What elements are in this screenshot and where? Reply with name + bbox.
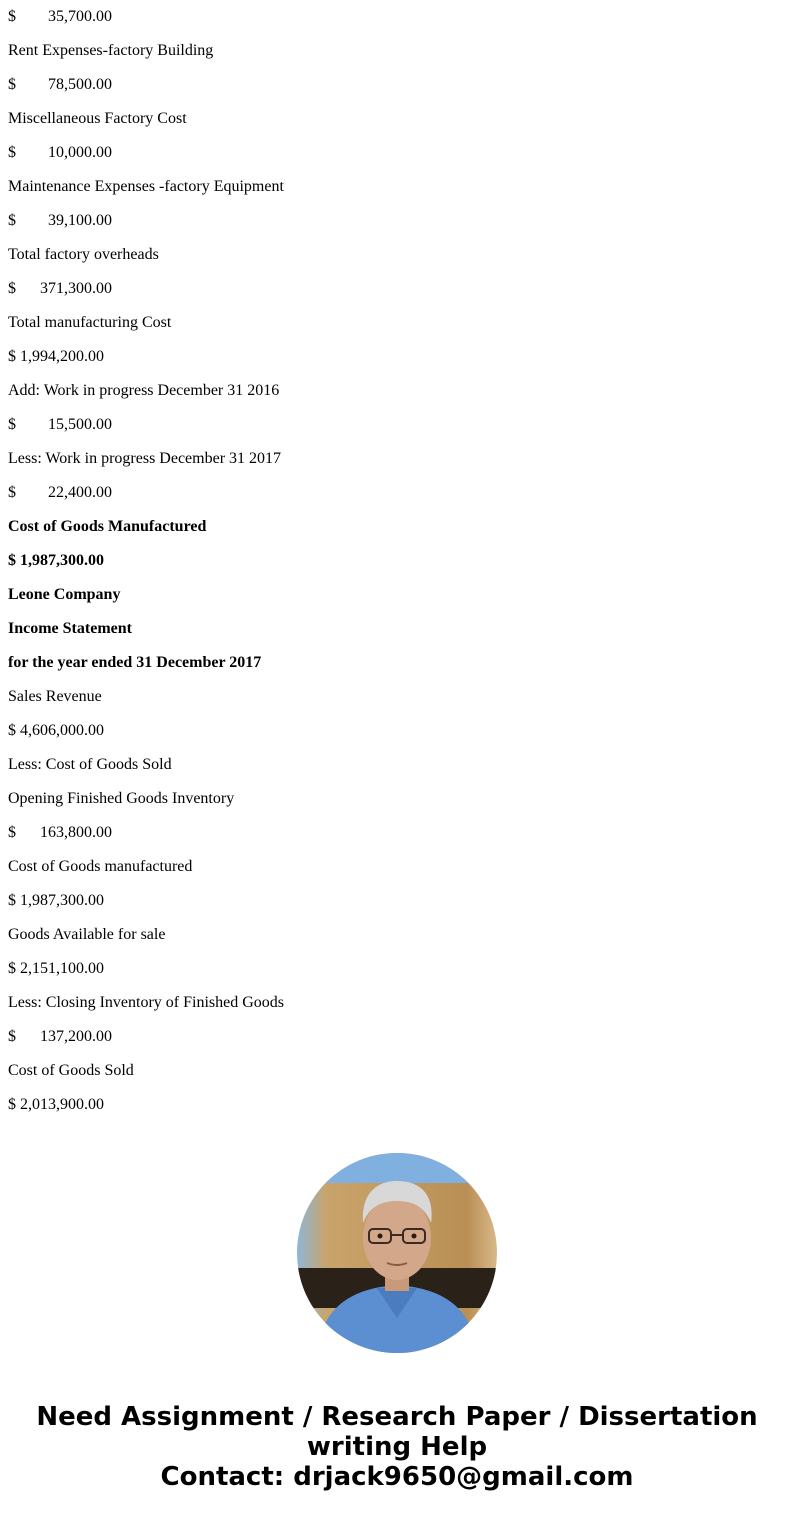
- document-line: Income Statement: [8, 620, 132, 637]
- document-line: Opening Finished Goods Inventory: [8, 790, 235, 807]
- document-line: Total manufacturing Cost: [8, 314, 172, 331]
- document-line: $ 78,500.00: [8, 76, 112, 93]
- document-line: $ 10,000.00: [8, 144, 112, 161]
- document-line: Sales Revenue: [8, 688, 102, 705]
- document-line: Less: Cost of Goods Sold: [8, 756, 172, 773]
- document-line: Cost of Goods Manufactured: [8, 518, 207, 535]
- document-line: Cost of Goods Sold: [8, 1062, 134, 1079]
- document-line: Cost of Goods manufactured: [8, 858, 193, 875]
- document-line: Leone Company: [8, 586, 121, 603]
- contact-footer: [0, 1402, 794, 1492]
- document-line: $ 35,700.00: [8, 8, 112, 25]
- document-line: for the year ended 31 December 2017: [8, 654, 262, 671]
- document-line: $ 1,994,200.00: [8, 348, 104, 365]
- document-line: $ 137,200.00: [8, 1028, 112, 1045]
- document-line: $ 15,500.00: [8, 416, 112, 433]
- document-line: Add: Work in progress December 31 2016: [8, 382, 280, 399]
- document-line: $ 39,100.00: [8, 212, 112, 229]
- author-photo: [297, 1153, 497, 1353]
- footer-line-2: writing Help: [306, 1432, 488, 1462]
- document-line: Total factory overheads: [8, 246, 159, 263]
- document-line: Miscellaneous Factory Cost: [8, 110, 187, 127]
- document-line: $ 4,606,000.00: [8, 722, 104, 739]
- person-portrait-icon: [297, 1153, 497, 1353]
- document-line: $ 1,987,300.00: [8, 552, 104, 569]
- document-line: $ 22,400.00: [8, 484, 112, 501]
- document-line: Goods Available for sale: [8, 926, 166, 943]
- document-line: Rent Expenses-factory Building: [8, 42, 214, 59]
- footer-contact-email: Contact: drjack9650@gmail.com: [160, 1462, 634, 1492]
- footer-line-1: Need Assignment / Research Paper / Dissertation: [36, 1402, 758, 1432]
- document-line: $ 2,151,100.00: [8, 960, 104, 977]
- document-line: $ 1,987,300.00: [8, 892, 104, 909]
- document-line: Maintenance Expenses -factory Equipment: [8, 178, 284, 195]
- document-line: $ 2,013,900.00: [8, 1096, 104, 1113]
- document-line: Less: Work in progress December 31 2017: [8, 450, 282, 467]
- document-line: $ 371,300.00: [8, 280, 112, 297]
- document-line: $ 163,800.00: [8, 824, 112, 841]
- document-line: Less: Closing Inventory of Finished Goods: [8, 994, 284, 1011]
- document-content: [8, 0, 786, 1122]
